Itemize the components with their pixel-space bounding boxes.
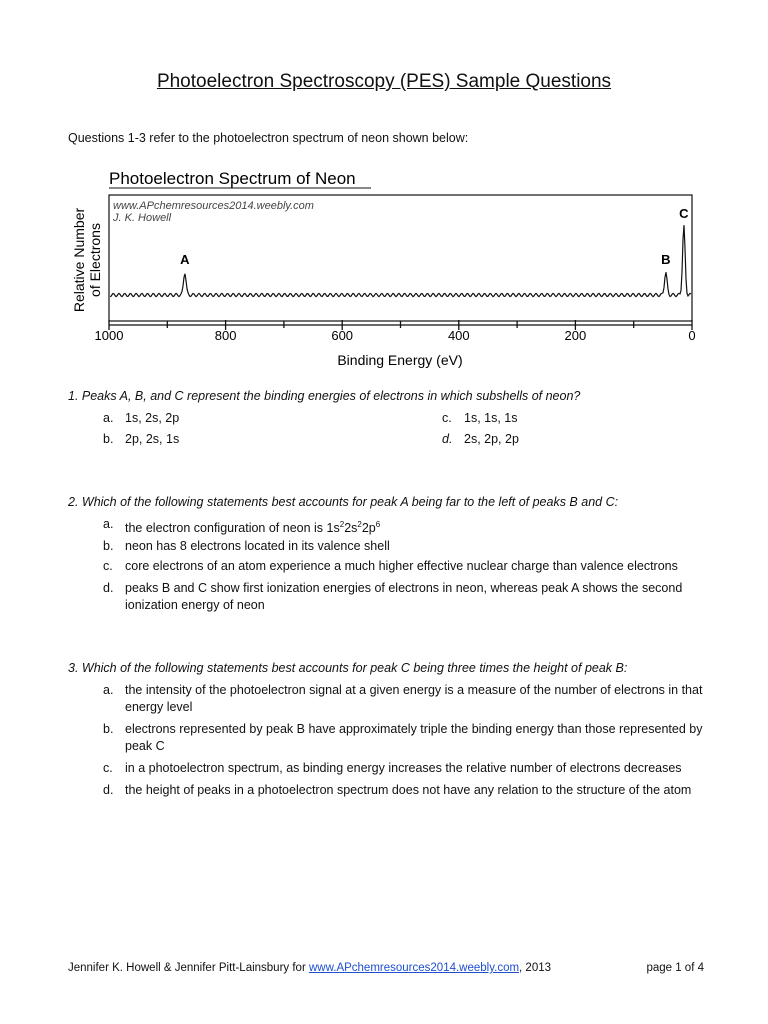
option-letter: d. xyxy=(103,783,114,797)
option-text: electrons represented by peak B have approximately triple the binding energy than those represented by peak C xyxy=(125,722,703,753)
footer-suffix: , 2013 xyxy=(519,962,552,974)
option-letter: d. xyxy=(103,581,114,595)
x-tick-label: 400 xyxy=(447,328,470,343)
option-text: the height of peaks in a photoelectron spectrum does not have any relation to the structure of the atom xyxy=(125,783,692,797)
footer-credit xyxy=(68,962,551,974)
option-letter: c. xyxy=(103,761,113,775)
q1-option-d xyxy=(442,431,722,449)
chart-watermark-url: www.APchemresources2014.weebly.com xyxy=(113,200,314,212)
q2-option-d xyxy=(103,580,713,616)
option-letter: c. xyxy=(442,411,452,425)
question-1: 1. Peaks A, B, and C represent the binding energies of electrons in which subshells of neon? xyxy=(68,389,581,403)
x-tick-label: 600 xyxy=(331,328,354,343)
x-axis-label: Binding Energy (eV) xyxy=(337,352,463,368)
option-text: the intensity of the photoelectron signal at a given energy is a measure of the number of electrons in that energy level xyxy=(125,683,703,714)
q2-option-c xyxy=(103,558,713,576)
option-text: the electron configuration of neon is $1s^22s^22p^6$ xyxy=(125,520,381,536)
q3-option-c xyxy=(103,760,713,778)
page-title: Photoelectron Spectroscopy (PES) Sample Questions xyxy=(156,71,612,92)
page-number: page 1 of 4 xyxy=(646,962,704,974)
q3-option-a xyxy=(103,682,713,718)
pes-chart xyxy=(60,160,710,375)
option-text: 2p, 2s, 1s xyxy=(125,432,180,446)
option-text: peaks B and C show first ionization energies of electrons in neon, whereas peak A shows the second ionization energy of neon xyxy=(125,581,683,612)
y-axis-label-line2: of Electrons xyxy=(87,223,103,297)
chart-watermark-author: J. K. Howell xyxy=(113,212,172,224)
footer-prefix: Jennifer K. Howell & Jennifer Pitt-Lainsbury for xyxy=(68,962,309,974)
option-letter: d. xyxy=(442,432,453,446)
chart-title: Photoelectron Spectrum of Neon xyxy=(109,169,356,188)
q3-option-d xyxy=(103,782,713,818)
question-3: 3. Which of the following statements best accounts for peak C being three times the height of peak B: xyxy=(68,661,628,675)
peak-label-a: A xyxy=(180,252,190,267)
option-letter: b. xyxy=(103,722,114,736)
x-tick-label: 1000 xyxy=(94,328,124,343)
x-tick-label: 800 xyxy=(214,328,237,343)
q1-option-c xyxy=(442,410,722,428)
spectrum-line xyxy=(110,225,691,296)
peak-label-c: C xyxy=(679,206,689,221)
q1-option-a xyxy=(103,410,403,428)
q2-option-b xyxy=(103,538,713,556)
option-letter: b. xyxy=(103,432,114,446)
q2-option-a xyxy=(103,516,713,534)
option-text: 2s, 2p, 2p xyxy=(464,432,519,446)
option-text: core electrons of an atom experience a much higher effective nuclear charge than valence electrons xyxy=(125,559,678,573)
option-text: 1s, 2s, 2p xyxy=(125,411,180,425)
option-letter: a. xyxy=(103,517,114,531)
option-letter: c. xyxy=(103,559,113,573)
option-text: 1s, 1s, 1s xyxy=(464,411,518,425)
peak-label-b: B xyxy=(661,252,671,267)
intro-text: Questions 1-3 refer to the photoelectron spectrum of neon shown below: xyxy=(68,131,469,145)
option-letter: b. xyxy=(103,539,114,553)
option-letter: a. xyxy=(103,411,114,425)
option-text: neon has 8 electrons located in its valence shell xyxy=(125,539,390,553)
x-tick-label: 200 xyxy=(564,328,587,343)
x-tick-label: 0 xyxy=(688,328,696,343)
q1-option-b xyxy=(103,431,403,449)
q3-option-b xyxy=(103,721,713,757)
footer-link[interactable]: www.APchemresources2014.weebly.com xyxy=(308,962,520,974)
question-2: 2. Which of the following statements best accounts for peak A being far to the left of peaks B and C: xyxy=(68,495,619,509)
option-letter: a. xyxy=(103,683,114,697)
y-axis-label-line1: Relative Number xyxy=(71,207,87,313)
option-text: in a photoelectron spectrum, as binding energy increases the relative number of electrons decreases xyxy=(125,761,682,775)
plot-frame xyxy=(109,195,692,321)
